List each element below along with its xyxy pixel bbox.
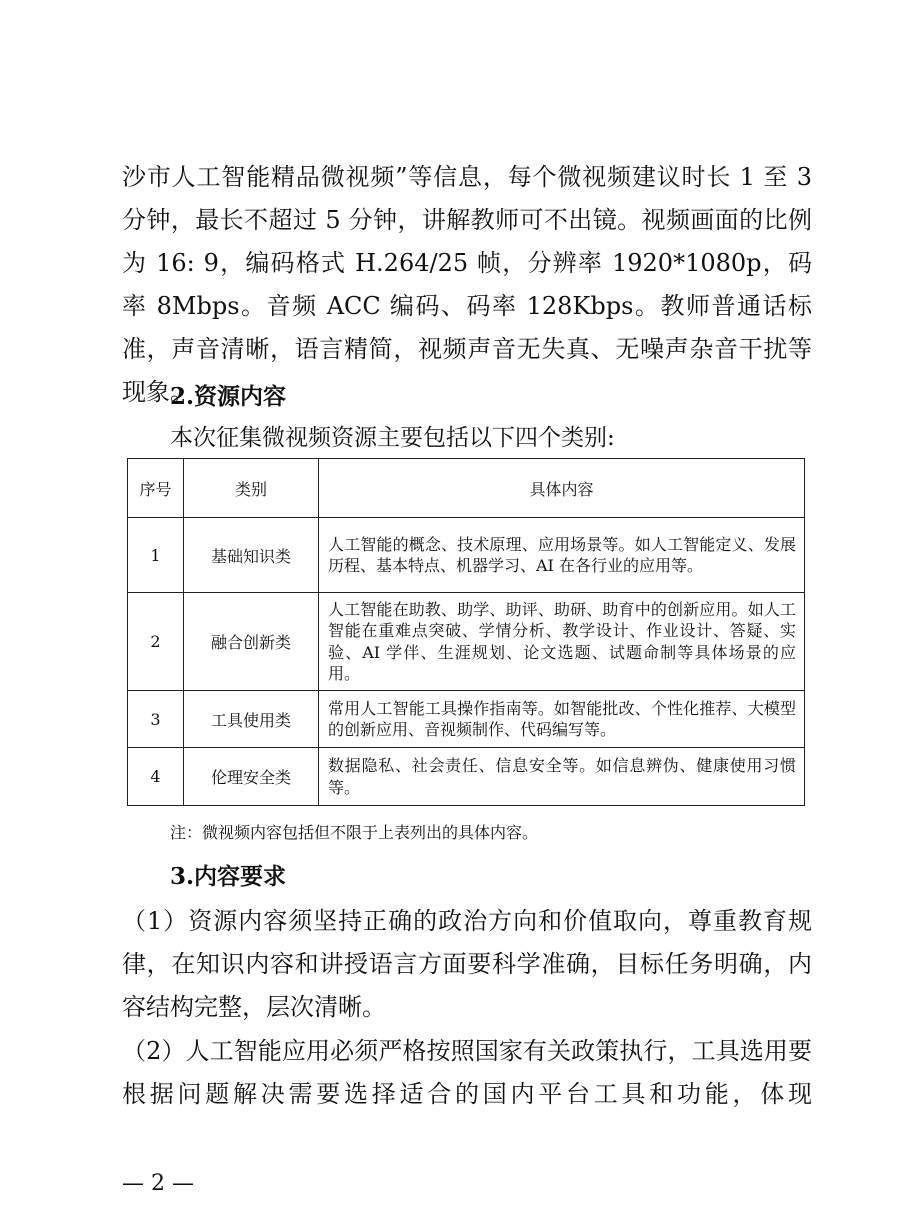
row-number: 3: [128, 691, 184, 748]
page-number: — 2 —: [122, 1171, 194, 1196]
row-content: 数据隐私、社会责任、信息安全等。如信息辨伪、健康使用习惯等。: [319, 748, 805, 806]
table-row: [128, 691, 805, 748]
table-header-row: [128, 459, 805, 518]
category-table: [127, 458, 805, 806]
paragraph-video-specs: 沙市人工智能精品微视频”等信息，每个微视频建议时长 1 至 3 分钟，最长不超过 5 分钟，讲解教师可不出镜。视频画面的比例为 16: 9，编码格式 H.264/25 帧，分辨率 1920*1080p，码率 8Mbps。音频 ACC 编码、码率 128Kbps。教师普通话标准，声音清晰，语言精简，视频声音无失真、无噪声杂音干扰等现象。: [122, 163, 812, 406]
row-content: 常用人工智能工具操作指南等。如智能批改、个性化推荐、大模型的创新应用、音视频制作、代码编写等。: [319, 691, 805, 748]
header-content: 具体内容: [319, 459, 805, 518]
row-category: 融合创新类: [184, 593, 319, 691]
row-number: 1: [128, 518, 184, 593]
section-2-intro: 本次征集微视频资源主要包括以下四个类别:: [170, 425, 615, 451]
table-row: [128, 748, 805, 806]
table-row: [128, 593, 805, 691]
row-content: 人工智能在助教、助学、助评、助研、助育中的创新应用。如人工智能在重难点突破、学情分析、教学设计、作业设计、答疑、实验、AI 学伴、生涯规划、论文选题、试题命制等具体场景的应用。: [319, 593, 805, 691]
header-category: 类别: [184, 459, 319, 518]
table-row: [128, 518, 805, 593]
requirement-item-2: （2）人工智能应用必须严格按照国家有关政策执行，工具选用要根据问题解决需要选择适合的国内平台工具和功能，体现: [122, 1037, 812, 1108]
requirement-item-1: （1）资源内容须坚持正确的政治方向和价值取向，尊重教育规律，在知识内容和讲授语言方面要科学准确，目标任务明确，内容结构完整，层次清晰。: [122, 907, 812, 1021]
table-note: 注：微视频内容包括但不限于上表列出的具体内容。: [170, 823, 539, 842]
header-number: 序号: [128, 459, 184, 518]
row-number: 2: [128, 593, 184, 691]
row-number: 4: [128, 748, 184, 806]
row-content: 人工智能的概念、技术原理、应用场景等。如人工智能定义、发展历程、基本特点、机器学习、AI 在各行业的应用等。: [319, 518, 805, 593]
row-category: 工具使用类: [184, 691, 319, 748]
row-category: 伦理安全类: [184, 748, 319, 806]
section-3-heading: 3.内容要求: [170, 863, 287, 890]
row-category: 基础知识类: [184, 518, 319, 593]
section-2-heading: 2.资源内容: [170, 383, 287, 410]
